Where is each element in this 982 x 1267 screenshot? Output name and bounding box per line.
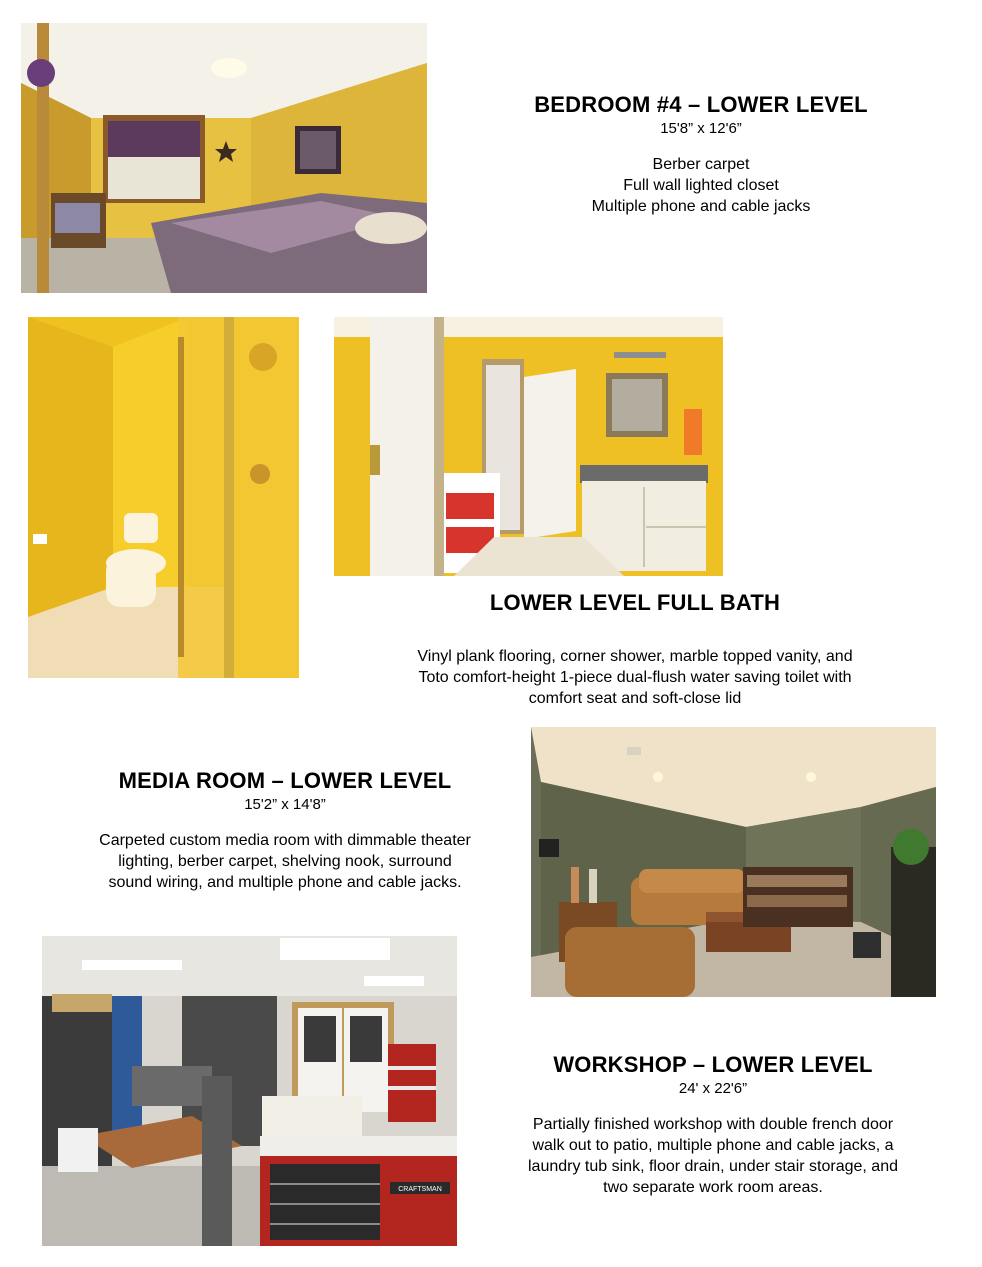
bedroom-feature: Full wall lighted closet — [623, 177, 779, 194]
workshop-description: two separate work room areas. — [603, 1179, 823, 1196]
media-title: MEDIA ROOM – LOWER LEVEL — [118, 768, 452, 793]
workshop-description: walk out to patio, multiple phone and cable jacks, a — [532, 1137, 894, 1154]
bedroom-feature: Berber carpet — [652, 156, 750, 173]
tool-chest-brand-label: CRAFTSMAN — [398, 1186, 442, 1193]
bath-description: comfort seat and soft-close lid — [528, 690, 742, 707]
bath-text — [320, 590, 950, 709]
workshop-text — [470, 1052, 956, 1198]
workshop-photo — [42, 936, 457, 1246]
bedroom-title: BEDROOM #4 – LOWER LEVEL — [534, 92, 868, 117]
media-description: Carpeted custom media room with dimmable theater — [99, 832, 471, 849]
media-room-photo — [531, 727, 936, 997]
bath-vanity-photo — [334, 317, 723, 576]
media-description: lighting, berber carpet, shelving nook, surround — [118, 853, 452, 870]
bedroom-feature: Multiple phone and cable jacks — [591, 198, 811, 215]
media-text — [40, 768, 530, 893]
media-description: sound wiring, and multiple phone and cable jacks. — [108, 874, 462, 891]
bath-toilet-photo — [28, 317, 299, 678]
bath-title: LOWER LEVEL FULL BATH — [489, 590, 781, 615]
workshop-description: laundry tub sink, floor drain, under stair storage, and — [528, 1158, 898, 1175]
workshop-title: WORKSHOP – LOWER LEVEL — [553, 1052, 873, 1077]
workshop-description: Partially finished workshop with double french door — [532, 1116, 894, 1133]
media-dimensions: 15'2” x 14'8” — [244, 796, 326, 813]
workshop-dimensions: 24' x 22'6” — [678, 1080, 748, 1097]
bedroom-photo — [21, 23, 427, 293]
bath-description: Vinyl plank flooring, corner shower, marble topped vanity, and — [417, 648, 853, 665]
bedroom-text — [440, 92, 962, 217]
bedroom-dimensions: 15'8” x 12'6” — [660, 120, 742, 137]
bath-description: Toto comfort-height 1-piece dual-flush water saving toilet with — [418, 669, 852, 686]
